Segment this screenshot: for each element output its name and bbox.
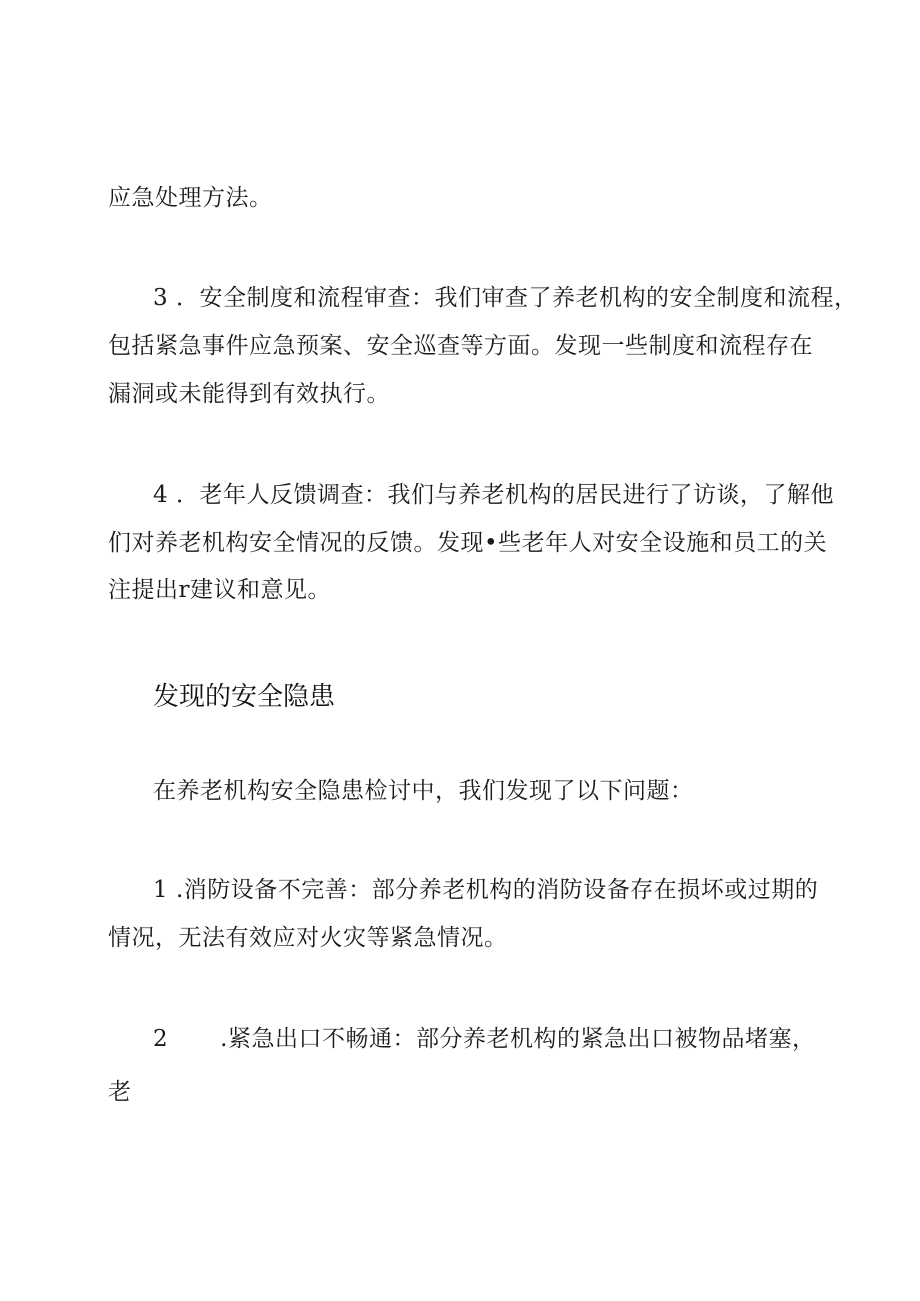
section-intro: 在养老机构安全隐患检讨中，我们发现了以下问题： [153,778,694,804]
paragraph-line: 应急处理方法。 [108,185,273,211]
issue-1-line-2: 情况，无法有效应对火灾等紧急情况。 [108,925,508,951]
item-3-line-2: 包括紧急事件应急预案、安全巡查等方面。发现一些制度和流程存在 [108,333,813,359]
item-3-line-1: 3 ．安全制度和流程审查：我们审查了养老机构的安全制度和流程， [153,285,858,311]
section-heading: 发现的安全隐患 [153,682,336,712]
issue-1-line-1: 1 .消防设备不完善：部分养老机构的消防设备存在损坏或过期的 [153,877,819,903]
item-4-line-1: 4 ．老年人反馈调查：我们与养老机构的居民进行了访谈，了解他 [153,482,834,508]
item-3-line-3: 漏洞或未能得到有效执行。 [108,381,390,407]
item-4-line-3: 注提出r建议和意见。 [108,577,331,603]
issue-2-text: .紧急出口不畅通：部分养老机构的紧急出口被物品堵塞， [220,1026,816,1052]
issue-2-line-2: 老 [108,1079,132,1105]
item-4-line-2: 们对养老机构安全情况的反馈。发现•些老年人对安全设施和员工的关 [108,530,828,556]
issue-2-number: 2 [153,1026,169,1052]
issue-2-line-1 [153,1023,815,1055]
